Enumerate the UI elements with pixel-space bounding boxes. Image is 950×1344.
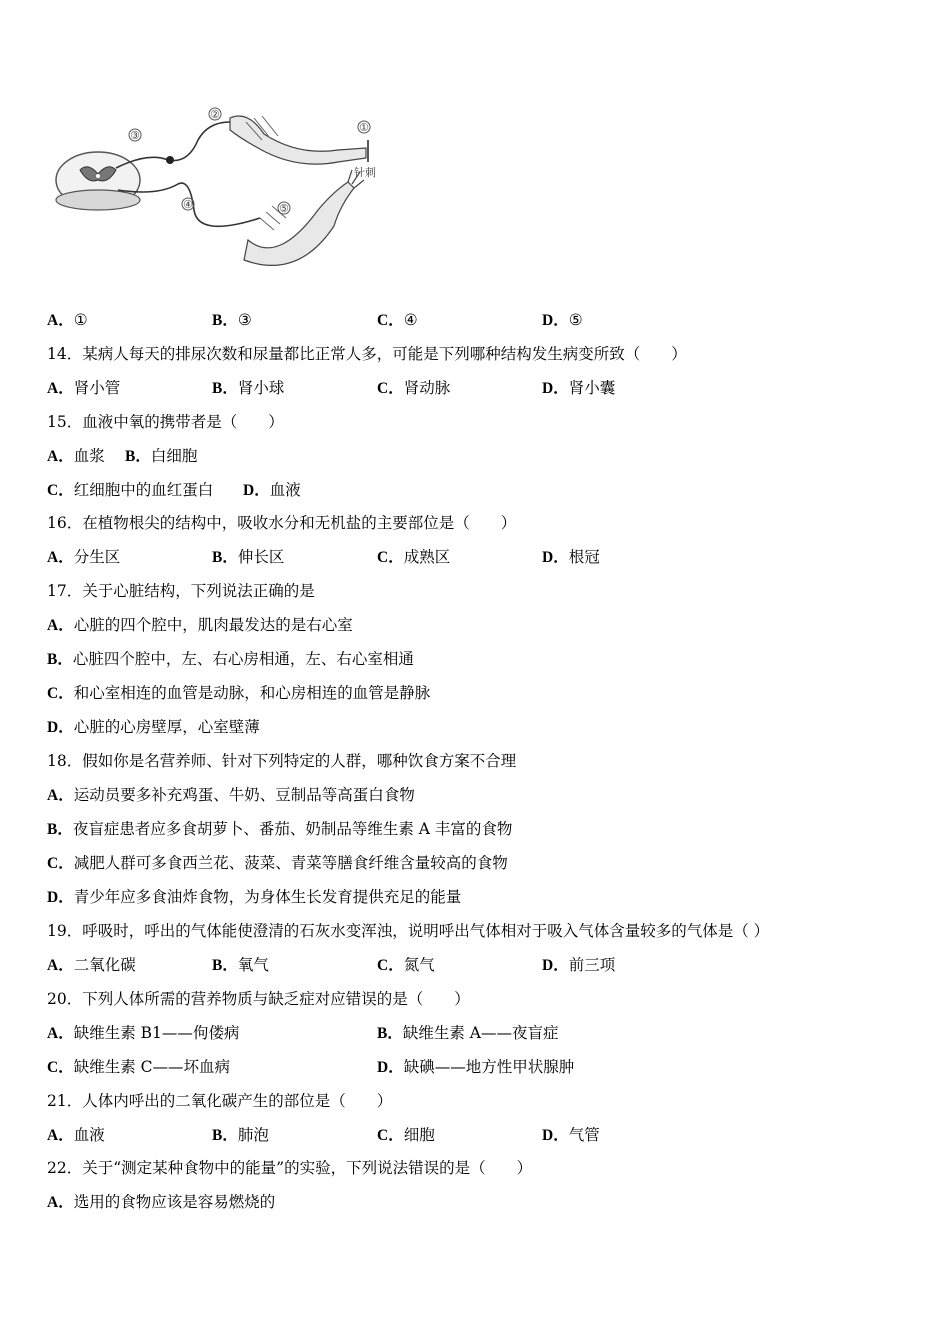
q15-option-c[interactable]: C．红细胞中的血红蛋白: [47, 481, 214, 499]
q19-stem: 19．呼吸时，呼出的气体能使澄清的石灰水变浑浊，说明呼出气体相对于吸入气体含量较多的气体是（ ）: [47, 922, 770, 940]
q20-stem: 20．下列人体所需的营养物质与缺乏症对应错误的是（ ）: [47, 990, 470, 1008]
q15-option-a[interactable]: A．血浆: [47, 447, 105, 465]
q21-option-a[interactable]: A．血液: [47, 1126, 105, 1144]
q14-option-a[interactable]: A．肾小管: [47, 379, 121, 397]
q21-stem: 21．人体内呼出的二氧化碳产生的部位是（ ）: [47, 1092, 393, 1110]
q17-option-b[interactable]: B．心脏四个腔中，左、右心房相通，左、右心室相通: [47, 650, 414, 668]
q18-option-d[interactable]: D．青少年应多食油炸食物，为身体生长发育提供充足的能量: [47, 888, 462, 906]
q21-option-c[interactable]: C．细胞: [377, 1126, 435, 1144]
q16-option-c[interactable]: C．成熟区: [377, 548, 451, 566]
q18-option-c[interactable]: C．减肥人群可多食西兰花、菠菜、青菜等膳食纤维含量较高的食物: [47, 854, 508, 872]
q15-option-d[interactable]: D．血液: [243, 481, 301, 499]
q15-stem: 15．血液中氧的携带者是（ ）: [47, 413, 284, 431]
needle-label: 针刺: [354, 166, 376, 179]
q15-option-b[interactable]: B．白细胞: [125, 447, 198, 465]
q22-option-a[interactable]: A．选用的食物应该是容易燃烧的: [47, 1193, 276, 1211]
q21-option-b[interactable]: B．肺泡: [212, 1126, 269, 1144]
q16-stem: 16．在植物根尖的结构中，吸收水分和无机盐的主要部位是（ ）: [47, 514, 517, 532]
ganglion: [166, 156, 174, 164]
q14-option-d[interactable]: D．肾小囊: [542, 379, 616, 397]
q18-option-b[interactable]: B．夜盲症患者应多食胡萝卜、番茄、奶制品等维生素 A 丰富的食物: [47, 820, 513, 838]
label-1: ①: [359, 121, 369, 134]
q16-option-d[interactable]: D．根冠: [542, 548, 600, 566]
reflex-arc-diagram: [48, 100, 398, 285]
q18-stem: 18．假如你是名营养师、针对下列特定的人群，哪种饮食方案不合理: [47, 752, 517, 770]
q13-option-d[interactable]: D．⑤: [542, 311, 583, 329]
q20-option-a[interactable]: A．缺维生素 B1——佝偻病: [47, 1024, 240, 1042]
q16-option-b[interactable]: B．伸长区: [212, 548, 285, 566]
q20-option-d[interactable]: D．缺碘——地方性甲状腺肿: [377, 1058, 575, 1076]
q17-option-a[interactable]: A．心脏的四个腔中，肌肉最发达的是右心室: [47, 616, 353, 634]
q21-option-d[interactable]: D．气管: [542, 1126, 600, 1144]
arm-receptor: [230, 116, 368, 164]
q17-option-d[interactable]: D．心脏的心房壁厚，心室壁薄: [47, 718, 260, 736]
q17-stem: 17．关于心脏结构，下列说法正确的是: [47, 582, 315, 600]
q17-option-c[interactable]: C．和心室相连的血管是动脉，和心房相连的血管是静脉: [47, 684, 431, 702]
label-5: ⑤: [279, 202, 289, 215]
q19-option-c[interactable]: C．氮气: [377, 956, 435, 974]
q19-option-d[interactable]: D．前三项: [542, 956, 616, 974]
q20-option-c[interactable]: C．缺维生素 C——坏血病: [47, 1058, 230, 1076]
q22-stem: 22．关于“测定某种食物中的能量”的实验，下列说法错误的是（ ）: [47, 1159, 533, 1177]
q19-option-b[interactable]: B．氧气: [212, 956, 269, 974]
q18-option-a[interactable]: A．运动员要多补充鸡蛋、牛奶、豆制品等高蛋白食物: [47, 786, 415, 804]
q20-option-b[interactable]: B．缺维生素 A——夜盲症: [377, 1024, 559, 1042]
q16-option-a[interactable]: A．分生区: [47, 548, 121, 566]
q14-stem: 14．某病人每天的排尿次数和尿量都比正常人多，可能是下列哪种结构发生病变所致（ ）: [47, 345, 687, 363]
q14-option-b[interactable]: B．肾小球: [212, 379, 285, 397]
label-4: ④: [183, 198, 193, 211]
q14-option-c[interactable]: C．肾动脉: [377, 379, 451, 397]
q13-option-a[interactable]: A．①: [47, 311, 88, 329]
label-3: ③: [130, 129, 140, 142]
q13-option-c[interactable]: C．④: [377, 311, 418, 329]
q19-option-a[interactable]: A．二氧化碳: [47, 956, 136, 974]
arm-effector: [244, 170, 364, 265]
spinal-cord-section: [56, 152, 140, 210]
label-2: ②: [210, 108, 220, 121]
q13-option-b[interactable]: B．③: [212, 311, 252, 329]
